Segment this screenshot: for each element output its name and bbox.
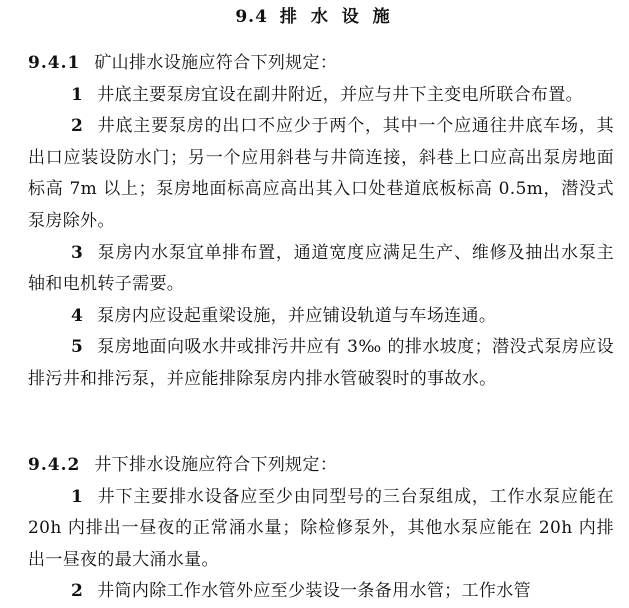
clause-intro: 井下排水设施应符合下列规定：	[94, 455, 338, 475]
item-number: 1	[71, 84, 84, 105]
item-text: 泵房内应设起重梁设施，并应铺设轨道与车场连通。	[97, 305, 497, 326]
item-number: 1	[71, 486, 84, 507]
list-item	[28, 80, 614, 112]
item-text: 井下主要排水设备应至少由同型号的三台泵组成，工作水泵应能在 20h 内排出一昼夜的正常涌水量；除检修泵外，其他水泵应能在 20h 内排出一昼夜的最大涌水量。	[28, 486, 614, 570]
list-item	[28, 332, 614, 395]
item-text: 井底主要泵房的出口不应少于两个，其中一个应通往井底车场，其出口应装设防水门；另一个应用斜巷与井筒连接，斜巷上口应高出泵房地面标高 7m 以上；泵房地面标高应高出其入口处巷道底板标高 0.5m，潜没式泵房除外。	[28, 116, 614, 231]
clause-number: 9.4.2	[28, 455, 81, 475]
clause-9-4-2	[28, 450, 614, 608]
item-text: 井筒内除工作水管外应至少装设一条备用水管；工作水管	[97, 581, 531, 602]
list-item	[28, 238, 614, 301]
section-title: 排 水 设 施	[279, 7, 394, 27]
clause-header	[28, 48, 614, 80]
clause-intro: 矿山排水设施应符合下列规定：	[94, 53, 338, 73]
list-item	[28, 111, 614, 237]
list-item	[28, 301, 614, 333]
item-text: 泵房地面向吸水井或排污井应有 3‰ 的排水坡度；潜没式泵房应设排污井和排污泵，并应能排除泵房内排水管破裂时的事故水。	[28, 337, 614, 389]
list-item	[28, 576, 614, 608]
item-number: 4	[71, 305, 84, 326]
item-number: 5	[71, 337, 84, 358]
item-number: 3	[71, 242, 84, 263]
section-heading	[0, 6, 629, 28]
item-number: 2	[71, 581, 84, 602]
list-item	[28, 482, 614, 577]
item-text: 井底主要泵房宜设在副井附近，并应与井下主变电所联合布置。	[97, 84, 583, 105]
clause-header	[28, 450, 614, 482]
item-number: 2	[71, 116, 84, 137]
item-text: 泵房内水泵宜单排布置，通道宽度应满足生产、维修及抽出水泵主轴和电机转子需要。	[28, 242, 614, 295]
section-number: 9.4	[235, 7, 268, 27]
clause-9-4-1	[28, 48, 614, 396]
clause-number: 9.4.1	[28, 53, 81, 73]
